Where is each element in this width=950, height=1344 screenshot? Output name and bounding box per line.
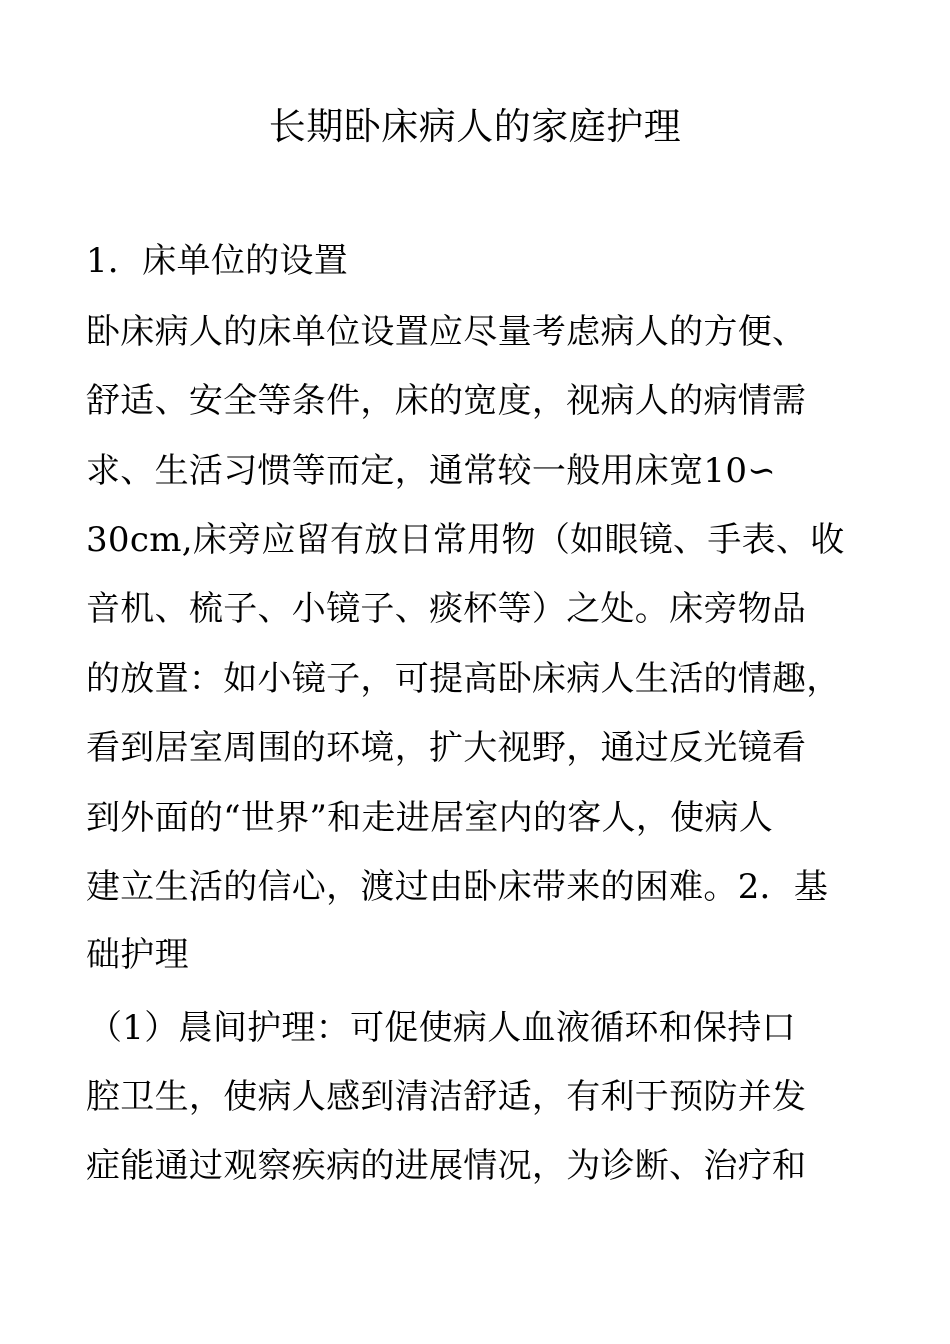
paragraph-line: 到外面的“世界”和走进居室内的客人，使病人 xyxy=(86,798,774,838)
paragraph-line: 求、生活习惯等而定，通常较一般用床宽10∽ xyxy=(86,451,777,491)
paragraph-line: 舒适、安全等条件，床的宽度，视病人的病情需 xyxy=(86,381,807,421)
document-title: 长期卧床病人的家庭护理 xyxy=(268,105,682,148)
paragraph-line: 症能通过观察疾病的进展情况，为诊断、治疗和 xyxy=(86,1146,807,1186)
paragraph-line: 腔卫生，使病人感到清洁舒适，有利于预防并发 xyxy=(86,1077,807,1117)
paragraph-line: 的放置：如小镜子，可提高卧床病人生活的情趣， xyxy=(86,659,841,699)
paragraph-line: 础护理 xyxy=(86,935,189,975)
paragraph-line: （1）晨间护理：可促使病人血液循环和保持口 xyxy=(88,1008,796,1048)
paragraph-line: 看到居室周围的环境，扩大视野，通过反光镜看 xyxy=(86,728,807,768)
paragraph-line: 30cm,床旁应留有放日常用物（如眼镜、手表、收 xyxy=(86,520,845,560)
paragraph-line: 建立生活的信心，渡过由卧床带来的困难。2．基 xyxy=(86,867,829,907)
section-heading-bed-unit: 1．床单位的设置 xyxy=(86,241,349,281)
paragraph-line: 卧床病人的床单位设置应尽量考虑病人的方便、 xyxy=(86,312,807,352)
paragraph-line: 音机、梳子、小镜子、痰杯等）之处。床旁物品 xyxy=(86,589,807,629)
